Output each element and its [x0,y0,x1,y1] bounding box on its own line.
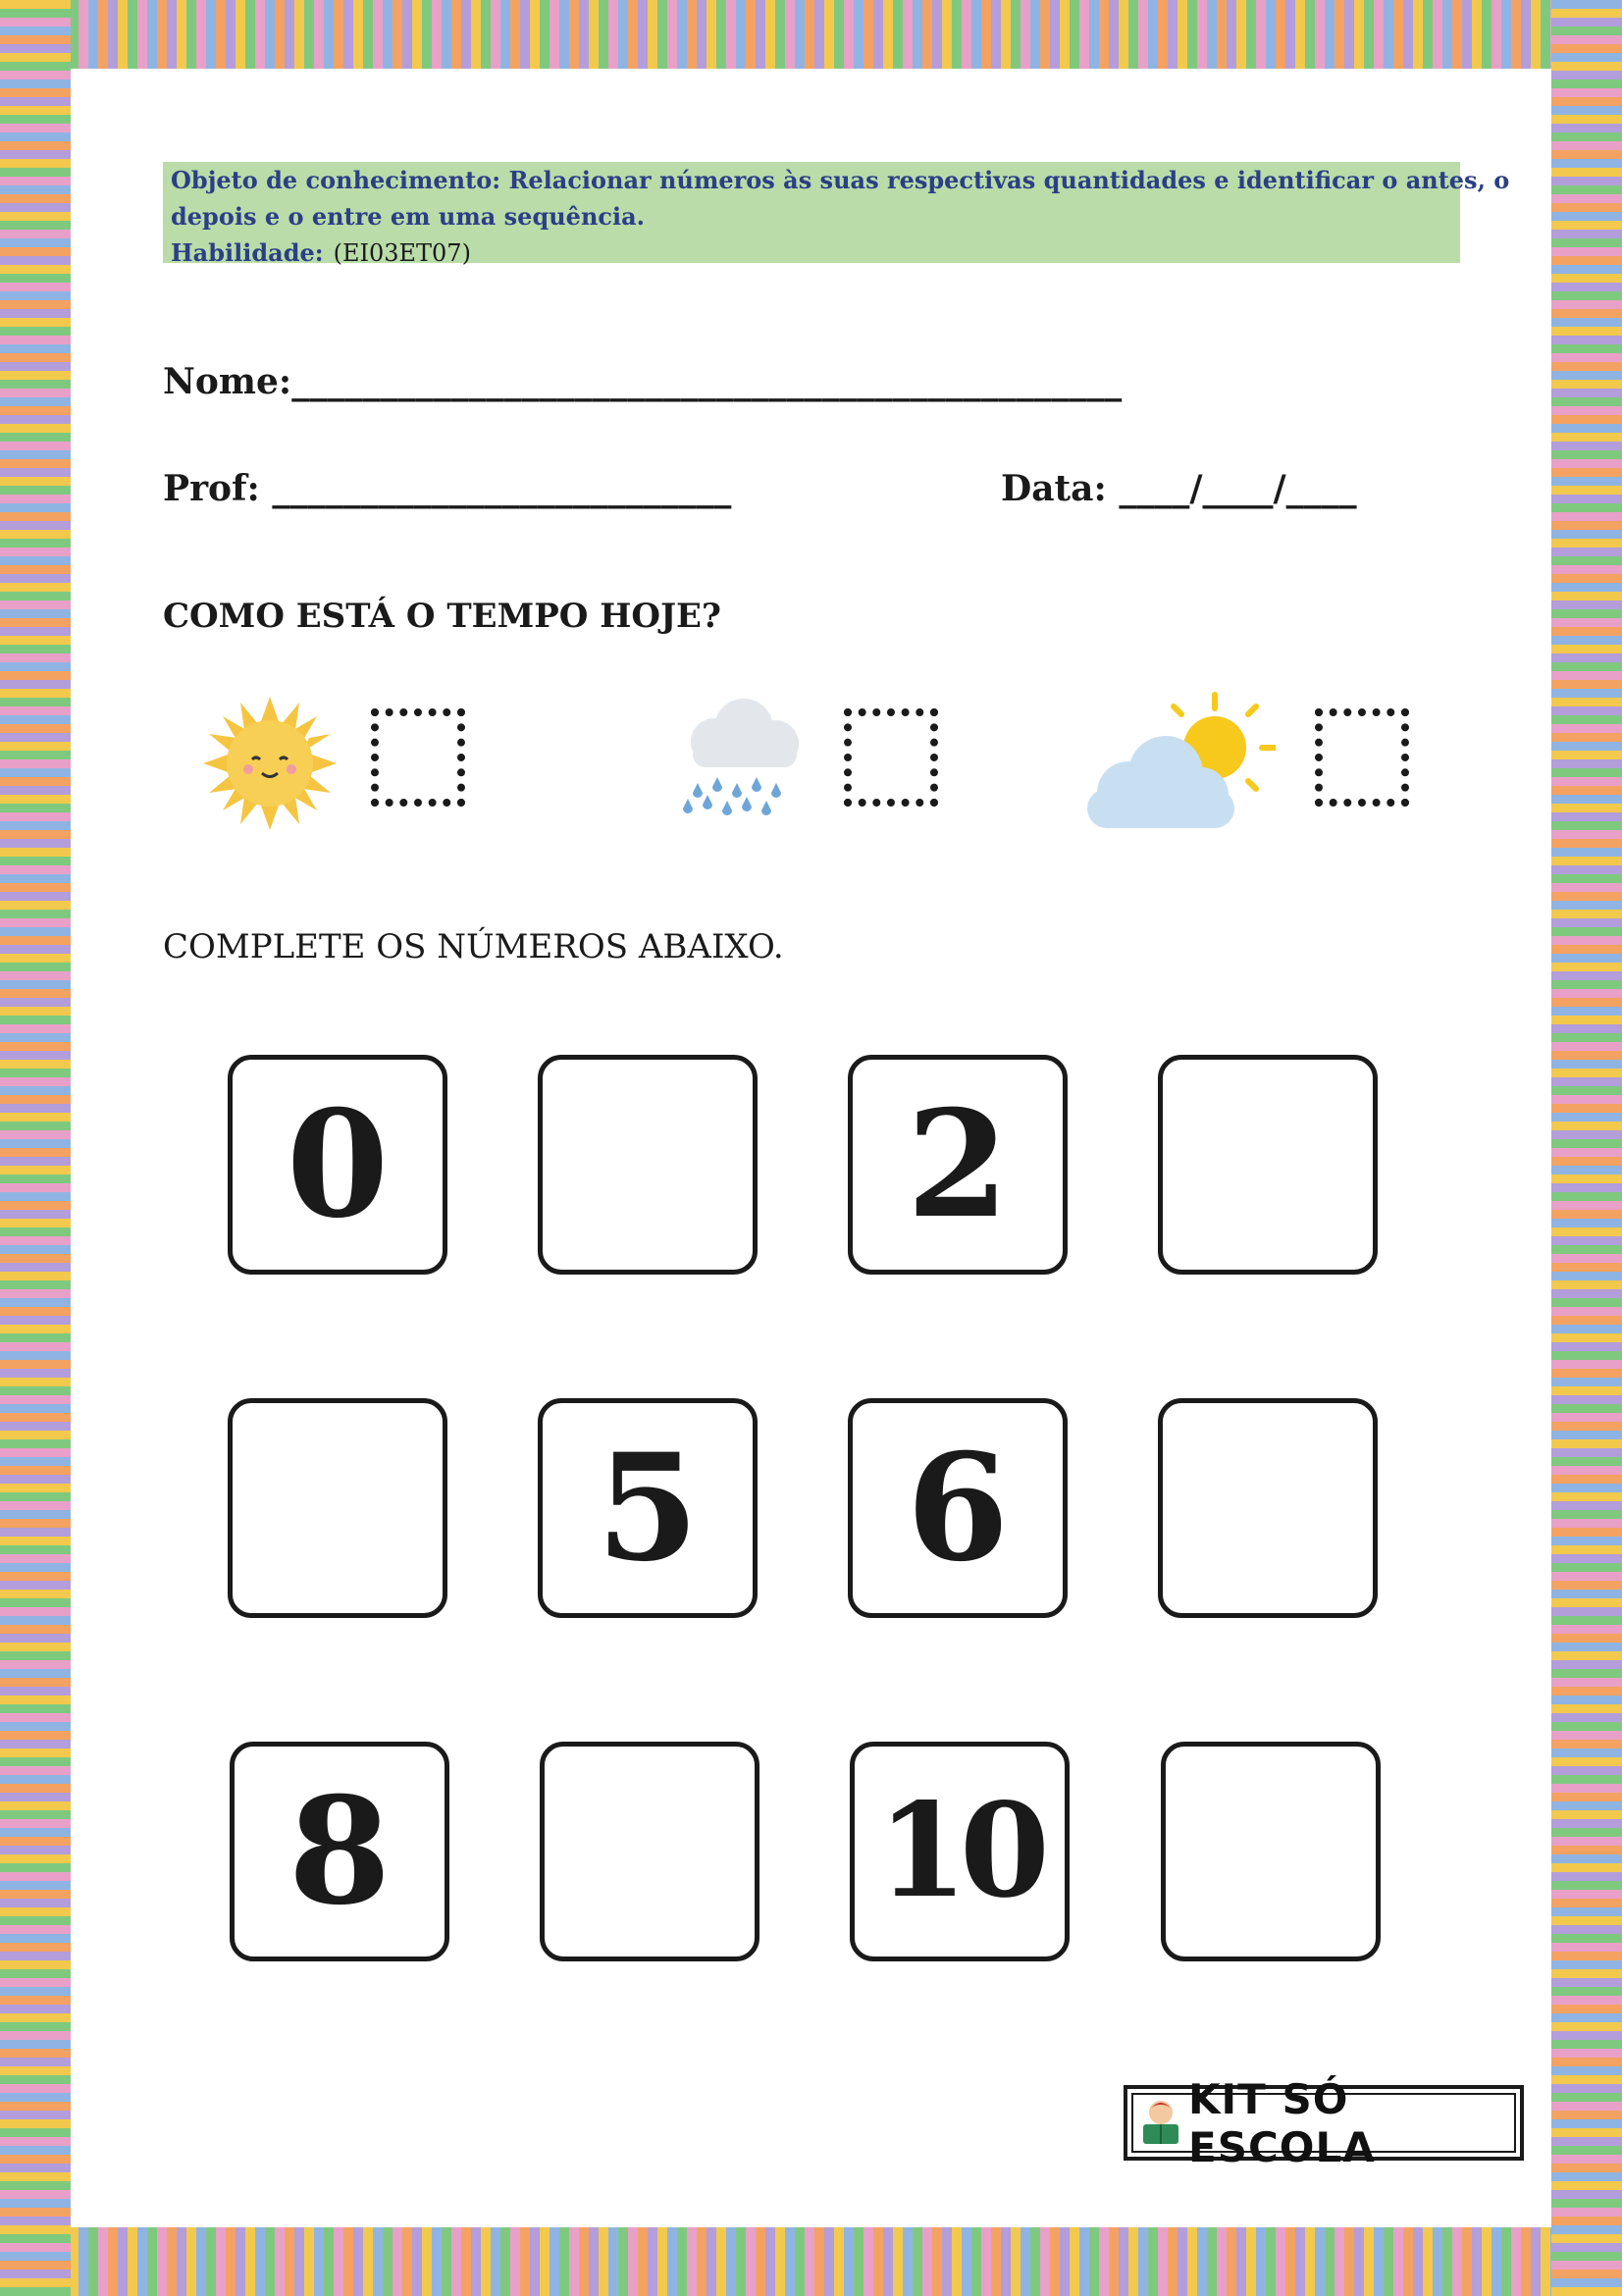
pencil-border-left [0,0,71,2296]
number-box[interactable] [1158,1398,1378,1618]
brand-logo-frame [1131,2074,1516,2171]
rain-cloud-icon [673,695,811,828]
partly-cloudy-icon [1079,687,1276,834]
objective-line-1: Objeto de conhecimento: Relacionar números às suas respectivas quantidades e identificar o antes, o [171,166,1510,194]
reading-child-icon [1139,2097,1182,2150]
pencil-border-right [1551,0,1622,2296]
name-field[interactable]: Nome:_______________________________________________ [163,361,1123,402]
pencil-border-bottom [0,2227,1622,2296]
skill-code: (EI03ET07) [333,239,471,267]
number-box[interactable] [538,1055,758,1275]
number-box[interactable]: 6 [848,1398,1068,1618]
number-box[interactable] [1161,1742,1381,1961]
number-box[interactable]: 8 [230,1742,449,1961]
skill-label: Habilidade: [171,238,324,267]
date-field[interactable]: Data: ____/____/____ [1001,468,1357,509]
number-box[interactable] [228,1398,447,1618]
weather-title: COMO ESTÁ O TEMPO HOJE? [163,597,721,636]
objective-line-2: depois e o entre em uma sequência. [171,202,646,231]
number-box[interactable]: 2 [848,1055,1068,1275]
teacher-field[interactable]: Prof: __________________________ [163,468,732,509]
number-box[interactable]: 0 [228,1055,447,1275]
brand-logo [1124,2074,1524,2171]
sun-icon [201,695,339,832]
number-box[interactable] [540,1742,759,1961]
number-box[interactable]: 10 [850,1742,1070,1961]
brand-logo-text: KIT SÓ ESCOLA [1188,2074,1376,2171]
objective-box [163,162,1510,267]
number-box[interactable]: 5 [538,1398,758,1618]
rain-checkbox[interactable] [844,708,938,807]
skill-line [171,235,1452,272]
sun-checkbox[interactable] [371,708,465,807]
partly-cloudy-checkbox[interactable] [1315,708,1409,807]
number-box[interactable] [1158,1055,1378,1275]
numbers-instruction: COMPLETE OS NÚMEROS ABAIXO. [163,927,784,966]
pencil-border-top [0,0,1622,69]
